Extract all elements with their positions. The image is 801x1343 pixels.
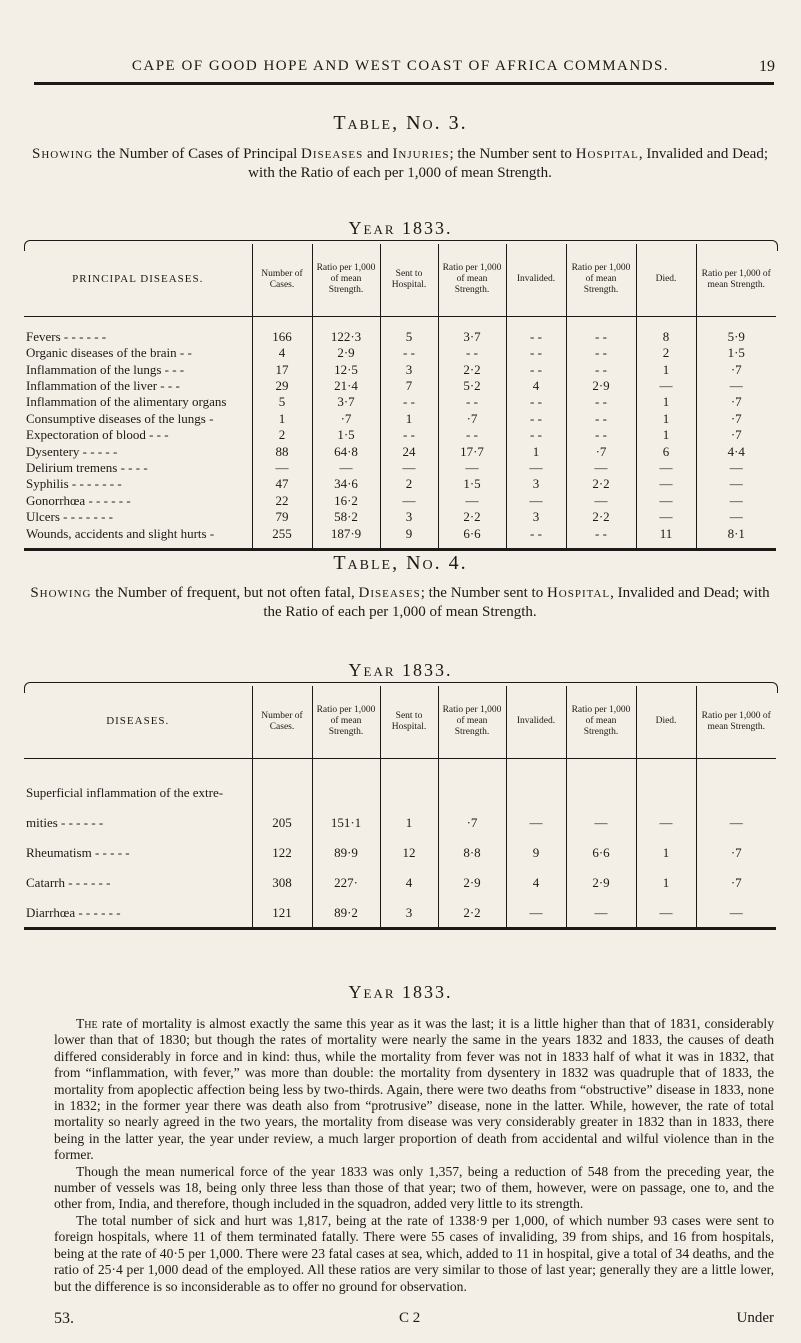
table3-cell: — — [566, 492, 636, 508]
table4-caption — [24, 584, 776, 622]
table3-row — [24, 378, 776, 394]
table4-cell: 8·8 — [438, 831, 506, 861]
table4-cell — [252, 758, 312, 801]
table4-cell: 151·1 — [312, 801, 380, 831]
table3-header: Died. — [636, 244, 696, 316]
running-title: CAPE OF GOOD HOPE AND WEST COAST OF AFRICA COMMANDS. — [131, 58, 670, 74]
table3-cell: 5 — [380, 316, 438, 345]
table3-disease-cell: Wounds, accidents and slight hurts - — [24, 525, 252, 549]
table4-cell: — — [566, 801, 636, 831]
table4-row — [24, 801, 776, 831]
table4-caption-hospital: Hospital — [546, 585, 611, 601]
table3-cell: - - — [566, 427, 636, 443]
table4-row — [24, 758, 776, 801]
table4-disease-cell: Diarrhœa - - - - - - — [24, 891, 252, 929]
table3-caption — [24, 145, 776, 183]
table3-cell: 5·2 — [438, 378, 506, 394]
table3-disease-cell: Delirium tremens - - - - — [26, 460, 148, 476]
table3-header: Number of Cases. — [252, 244, 312, 316]
table3 — [24, 244, 776, 551]
table3-cell: 64·8 — [312, 443, 380, 459]
table4-header: Died. — [636, 686, 696, 758]
table4-cell: — — [506, 801, 566, 831]
table4-header: DISEASES. — [24, 686, 252, 758]
table3-disease-cell: Fevers - - - - - - — [26, 328, 107, 344]
table3-cell: 3·7 — [438, 316, 506, 345]
table3-cell: — — [636, 492, 696, 508]
table4-row — [24, 831, 776, 861]
table3-row — [24, 410, 776, 426]
table3-cell: 8·1 — [696, 525, 776, 549]
table4-cell: 89·2 — [312, 891, 380, 929]
table4-caption-diseases: Diseases — [358, 585, 421, 601]
table4-header: Invalided. — [506, 686, 566, 758]
table4-row — [24, 861, 776, 891]
table3-caption-injuries: Injuries — [392, 146, 450, 162]
table3-cell: - - — [506, 316, 566, 345]
table3-header: Ratio per 1,000 of mean Strength. — [312, 244, 380, 316]
table3-cell: 2 — [636, 345, 696, 361]
table4-caption-c: , Invalided and Dead; with the Ratio of each per 1,000 of mean Strength. — [263, 585, 770, 620]
table4-cell: — — [636, 801, 696, 831]
table3-cell: 5 — [252, 394, 312, 410]
table3-row — [24, 492, 776, 508]
table3-disease-cell: Inflammation of the liver - - - — [26, 378, 180, 394]
table3-cell: ·7 — [696, 361, 776, 377]
table3-cell: 2 — [380, 476, 438, 492]
table3-cell: ·7 — [696, 427, 776, 443]
table4-cell: 9 — [506, 831, 566, 861]
table3-header: Ratio per 1,000 of mean Strength. — [438, 244, 506, 316]
table3-cell: 79 — [252, 509, 312, 525]
table3-cell: 1 — [636, 427, 696, 443]
table3-cell: 4·4 — [696, 443, 776, 459]
table4-cell: ·7 — [696, 861, 776, 891]
table4-disease-cell: Superficial inflammation of the extre- — [26, 784, 224, 800]
table3-row — [24, 345, 776, 361]
narrative-paragraph: The total number of sick and hurt was 1,817, being at the rate of 1338·9 per 1,000, of which number 93 cases were sent to foreign hospitals, where 11 of them terminated fatally. There were 55 cases of invaliding, 39 from ships, and 16 from hospitals, being at the rate of 40·5 per 1,000. There were 23 fatal cases at sea, which, added to 11 in hospital, give a total of 34 deaths, and the ratio of 25·4 per 1,000 dead of the employed. All these ratios are very similar to those of last year; generally they are a little lower, but the difference is so inconsiderable as to offer no ground for observation. — [54, 1212, 774, 1294]
table4-cell: 121 — [252, 891, 312, 929]
table3-caption-d: , Invalided and Dead; with the Ratio of each per 1,000 of mean Strength. — [248, 146, 768, 181]
table3-cell: 2·9 — [312, 345, 380, 361]
table4-cell: 4 — [506, 861, 566, 891]
table4-cell — [380, 758, 438, 801]
table3-row — [24, 460, 776, 476]
table3-cell: ·7 — [696, 394, 776, 410]
table4-cell: — — [696, 801, 776, 831]
table3-cell: 1 — [636, 394, 696, 410]
table3-cell: — — [380, 460, 438, 476]
table3-cell: 17·7 — [438, 443, 506, 459]
table4-cell: 12 — [380, 831, 438, 861]
table4-header: Ratio per 1,000 of mean Strength. — [696, 686, 776, 758]
table3-cell: — — [636, 476, 696, 492]
table3-cell: 1 — [636, 361, 696, 377]
table4-cell — [566, 758, 636, 801]
table3-cell: 7 — [380, 378, 438, 394]
table3-cell: 8 — [636, 316, 696, 345]
table3-cell: 3 — [380, 509, 438, 525]
sheet-number: 53. — [54, 1310, 74, 1327]
table3-cell: 16·2 — [312, 492, 380, 508]
table4-disease-cell: Catarrh - - - - - - — [26, 874, 111, 890]
table4-cell: ·7 — [696, 831, 776, 861]
table4-cell — [696, 758, 776, 801]
table3-disease-cell: Gonorrhœa - - - - - - — [26, 492, 131, 508]
table3-cell: 6·6 — [438, 525, 506, 549]
table3-disease-cell: Consumptive diseases of the lungs - — [26, 410, 214, 426]
table4-cell: 1 — [636, 861, 696, 891]
table3-cell: — — [696, 492, 776, 508]
table3-cell: - - — [506, 525, 566, 549]
table3-cell: 88 — [252, 443, 312, 459]
table3-cell: 2 — [252, 427, 312, 443]
table3-cell: 17 — [252, 361, 312, 377]
table3-cell: - - — [438, 394, 506, 410]
table3-caption-hospital: Hospital — [575, 146, 639, 162]
table4-cell: — — [566, 891, 636, 929]
table3-cell: ·7 — [312, 410, 380, 426]
table3-cell: 2·2 — [566, 476, 636, 492]
table3-header: Ratio per 1,000 of mean Strength. — [566, 244, 636, 316]
table3-cell: 4 — [252, 345, 312, 361]
table3-header: Invalided. — [506, 244, 566, 316]
table3-cell: 11 — [636, 525, 696, 549]
narrative-body — [54, 1016, 774, 1295]
table3-caption-b: and — [363, 146, 393, 162]
table4-cell — [312, 758, 380, 801]
head-rule — [34, 82, 774, 85]
table3-cell: 1·5 — [438, 476, 506, 492]
table3-cell: — — [438, 492, 506, 508]
table3-row — [24, 427, 776, 443]
table3-cell: — — [312, 460, 380, 476]
table3-cell: 1 — [636, 410, 696, 426]
table3-cell: 2·2 — [438, 361, 506, 377]
table3-cell: - - — [566, 361, 636, 377]
table4-cell — [506, 758, 566, 801]
table3-year: Year 1833. — [348, 218, 453, 238]
table3-cell: 6 — [636, 443, 696, 459]
table4-title: Table, No. 4. — [333, 552, 468, 574]
table3-cell: 166 — [252, 316, 312, 345]
table4-header: Ratio per 1,000 of mean Strength. — [312, 686, 380, 758]
table3-row — [24, 509, 776, 525]
table3-cell: 12·5 — [312, 361, 380, 377]
table3-disease-cell: Inflammation of the lungs - - - — [26, 361, 185, 377]
table4 — [24, 686, 776, 930]
narrative-p1: rate of mortality is almost exactly the same this year as it was the last; it is a little higher than that of 1831, considerably lower than that of 1830; but though the rates of mortality were nearly the same in the years 1832 and 1833, the causes of death differed considerably in force and in kind: thus, while the mortality from fever was not in 1833 half of what it was in 1832, that from “inflammation, with fever,” was more than double: the mortality from dysentery in 1832 was quadruple that of 1833, the mortality from apoplectic affection being less by two-thirds. Again, there were two deaths from “obstructive” disease in 1833, none in 1832; in the former year there was death also from “protrusive” disease, none in the latter. While, however, the rate of total mortality so nearly agreed in the two years, the mortality from disease was very considerably greater in 1832 than in 1833, there being in the latter year, the year under review, a much larger proportion of death from accidental and wilful violence than in the former. — [54, 1016, 774, 1163]
table3-cell: - - — [506, 345, 566, 361]
table3-cell: - - — [380, 394, 438, 410]
table4-cell: 89·9 — [312, 831, 380, 861]
table4-cell: — — [696, 891, 776, 929]
table3-cell: 2·9 — [566, 378, 636, 394]
table3-cell: 2·2 — [438, 509, 506, 525]
table3-disease-cell: Syphilis - - - - - - - — [26, 476, 122, 492]
table3-cell: ·7 — [566, 443, 636, 459]
table4-cell: — — [506, 891, 566, 929]
table3-cell: — — [696, 476, 776, 492]
table3-cell: - - — [380, 427, 438, 443]
table3-caption-a: the Number of Cases of Principal — [93, 146, 302, 162]
table3-cell: ·7 — [696, 410, 776, 426]
table4-disease-cell: mities - - - - - - — [26, 814, 104, 830]
table4-cell: 227· — [312, 861, 380, 891]
narrative-paragraph — [54, 1016, 774, 1164]
table3-cell: 29 — [252, 378, 312, 394]
table4-header: Sent to Hospital. — [380, 686, 438, 758]
table3-header: Ratio per 1,000 of mean Strength. — [696, 244, 776, 316]
table3-cell: — — [380, 492, 438, 508]
table4-cell: 2·9 — [438, 861, 506, 891]
table3-cell: 3·7 — [312, 394, 380, 410]
table3-cell: — — [636, 509, 696, 525]
table4-cell — [438, 758, 506, 801]
table3-cell: 4 — [506, 378, 566, 394]
table3-cell: 9 — [380, 525, 438, 549]
table3-cell: — — [252, 460, 312, 476]
table3-cell: - - — [506, 410, 566, 426]
table3-cell: 3 — [506, 509, 566, 525]
table4-cell: 1 — [636, 831, 696, 861]
table4-cell: 6·6 — [566, 831, 636, 861]
table3-cell: - - — [506, 394, 566, 410]
table4-caption-a: the Number of frequent, but not often fatal, — [91, 585, 359, 601]
table3-cell: 2·2 — [566, 509, 636, 525]
table3-caption-diseases: Diseases — [301, 146, 364, 162]
table4-year: Year 1833. — [348, 660, 453, 680]
table3-cell: — — [506, 492, 566, 508]
table4-header: Ratio per 1,000 of mean Strength. — [438, 686, 506, 758]
table3-cell: 24 — [380, 443, 438, 459]
table3-cell: - - — [380, 345, 438, 361]
page-number: 19 — [759, 58, 775, 75]
narrative-lead: The — [76, 1016, 98, 1031]
table3-cell: — — [636, 460, 696, 476]
table3-cell: - - — [506, 427, 566, 443]
table4-header: Number of Cases. — [252, 686, 312, 758]
table4-disease-cell: Rheumatism - - - - - — [26, 844, 130, 860]
page-footer — [54, 1310, 774, 1332]
table3-cell: 1·5 — [312, 427, 380, 443]
table3-cell: - - — [566, 525, 636, 549]
table4-cell: 2·9 — [566, 861, 636, 891]
table4-header-row — [24, 686, 776, 758]
table3-cell: - - — [566, 345, 636, 361]
table3-title: Table, No. 3. — [333, 112, 468, 134]
table3-caption-c: ; the Number sent to — [449, 146, 576, 162]
table3-cell: 122·3 — [312, 316, 380, 345]
table3-cell: - - — [506, 361, 566, 377]
table3-disease-cell: Organic diseases of the brain - - — [26, 345, 192, 361]
running-head — [0, 58, 801, 82]
table3-disease-cell: Dysentery - - - - - — [26, 443, 118, 459]
table3-disease-cell: Inflammation of the alimentary organs — [26, 394, 227, 410]
table3-cell: — — [696, 460, 776, 476]
table3-row — [24, 361, 776, 377]
table3-cell: 34·6 — [312, 476, 380, 492]
table4-row — [24, 891, 776, 929]
table3-caption-lead: Showing — [31, 146, 94, 162]
table4-cell: 122 — [252, 831, 312, 861]
table4-cell: 205 — [252, 801, 312, 831]
table3-cell: 47 — [252, 476, 312, 492]
table4-cell — [636, 758, 696, 801]
table3-cell: — — [566, 460, 636, 476]
table3-row — [24, 394, 776, 410]
table3-cell: 3 — [380, 361, 438, 377]
table3-row — [24, 476, 776, 492]
table4-cell: ·7 — [438, 801, 506, 831]
narrative-year: Year 1833. — [348, 982, 453, 1002]
table3-header: PRINCIPAL DISEASES. — [24, 244, 252, 316]
table3-cell: 1 — [252, 410, 312, 426]
table3-cell: 58·2 — [312, 509, 380, 525]
table3-cell: 187·9 — [312, 525, 380, 549]
table3-cell: 1 — [380, 410, 438, 426]
table3-cell: - - — [438, 427, 506, 443]
table3-cell: - - — [438, 345, 506, 361]
table3-row — [24, 316, 776, 345]
table3-row — [24, 443, 776, 459]
table3-cell: — — [696, 378, 776, 394]
table3-cell: 21·4 — [312, 378, 380, 394]
table3-cell: — — [506, 460, 566, 476]
table3-disease-cell: Ulcers - - - - - - - — [26, 509, 113, 525]
table4-cell: — — [636, 891, 696, 929]
table4-cell: 308 — [252, 861, 312, 891]
table3-cell: 22 — [252, 492, 312, 508]
table4-header: Ratio per 1,000 of mean Strength. — [566, 686, 636, 758]
table3-cell: — — [438, 460, 506, 476]
table3-cell: — — [696, 509, 776, 525]
table3-cell: 3 — [506, 476, 566, 492]
table3-header: Sent to Hospital. — [380, 244, 438, 316]
table3-disease-cell: Expectoration of blood - - - — [26, 427, 169, 443]
signature-mark: C 2 — [399, 1310, 421, 1326]
table3-cell: - - — [566, 410, 636, 426]
table4-cell: 2·2 — [438, 891, 506, 929]
table3-cell: 255 — [252, 525, 312, 549]
table3-header-row — [24, 244, 776, 316]
table3-cell: 1·5 — [696, 345, 776, 361]
table4-cell: 4 — [380, 861, 438, 891]
table3-cell: 5·9 — [696, 316, 776, 345]
table3-cell: — — [636, 378, 696, 394]
catchword: Under — [736, 1310, 774, 1326]
table3-cell: ·7 — [438, 410, 506, 426]
narrative-paragraph: Though the mean numerical force of the year 1833 was only 1,357, being a reduction of 548 from the preceding year, the number of vessels was 18, being only three less than those of that year; two of them, however, were on passage, one to, and the other from, India, and therefore, though included in the squadron, added very little to its strength. — [54, 1163, 774, 1212]
table4-caption-b: ; the Number sent to — [420, 585, 547, 601]
table3-cell: - - — [566, 394, 636, 410]
table3-cell: 1 — [506, 443, 566, 459]
table3-cell: - - — [566, 316, 636, 345]
table4-cell: 3 — [380, 891, 438, 929]
table4-caption-lead: Showing — [30, 585, 92, 601]
table4-cell: 1 — [380, 801, 438, 831]
table3-row — [24, 525, 776, 549]
